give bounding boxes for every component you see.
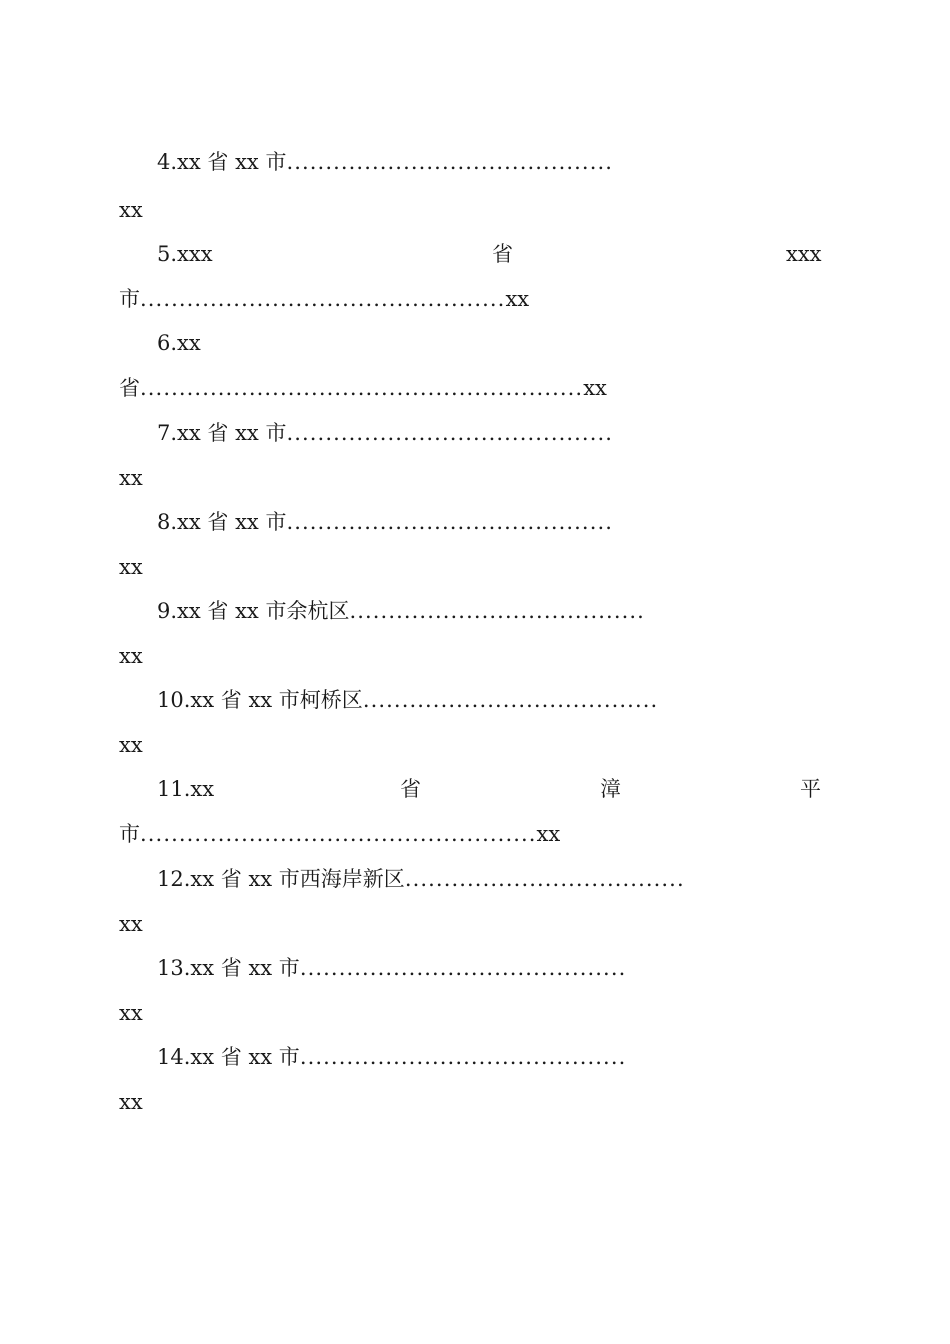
toc-entry-5-cont: [119, 287, 529, 311]
entry-text-part: 漳: [600, 777, 621, 801]
entry-text-part: xx: [190, 777, 215, 801]
entry-page-number: xx: [119, 644, 143, 668]
toc-entry-10: [157, 688, 658, 712]
entry-page-number: xx: [536, 822, 561, 846]
entry-text: xx 省 xx 市柯桥区: [190, 688, 363, 712]
entry-number: 13.: [157, 956, 191, 980]
entry-number: 8.: [157, 510, 178, 534]
entry-text: xx 省 xx 市: [177, 150, 287, 174]
toc-entry-9: [157, 599, 645, 623]
leader-dots: ...............................................: [140, 287, 506, 311]
entry-text-part: xxx: [786, 242, 822, 266]
toc-entry-11-cont: [119, 822, 560, 846]
leader-dots: ..........................................: [286, 150, 614, 174]
entry-number: 11.: [157, 777, 191, 801]
entry-page-number: xx: [119, 912, 143, 936]
leader-dots: ....................................: [404, 867, 685, 891]
toc-entry-5: [157, 242, 213, 266]
entry-text-part: xx: [177, 331, 201, 355]
entry-text-part: 省: [400, 777, 421, 801]
toc-entry-8: [157, 510, 613, 534]
entry-number: 12.: [157, 867, 191, 891]
entry-number: 5.: [157, 242, 178, 266]
entry-page-number: xx: [505, 287, 530, 311]
leader-dots: ..........................................: [299, 1045, 627, 1069]
entry-page-number: xx: [119, 1090, 143, 1114]
entry-number: 6.: [157, 331, 178, 355]
leader-dots: ...................................................: [140, 822, 537, 846]
leader-dots: ......................................: [349, 599, 645, 623]
toc-entry-12: [157, 867, 685, 891]
entry-text-part: 平: [800, 777, 821, 801]
entry-number: 10.: [157, 688, 191, 712]
toc-entry-13: [157, 956, 626, 980]
entry-text: xx 省 xx 市: [190, 1045, 300, 1069]
entry-page-number: xx: [583, 376, 607, 400]
entry-text-part: 市: [119, 287, 140, 311]
toc-entry-7: [157, 421, 613, 445]
toc-entry-4: [157, 150, 613, 174]
entry-text: xx 省 xx 市: [177, 510, 287, 534]
entry-text-part: 省: [492, 242, 513, 266]
toc-entry-6-cont: [119, 376, 607, 400]
entry-text: xx 省 xx 市西海岸新区: [190, 867, 405, 891]
entry-text: xx 省 xx 市: [190, 956, 300, 980]
entry-number: 7.: [157, 421, 178, 445]
toc-entry-11: [157, 777, 214, 801]
leader-dots: ..........................................: [286, 510, 614, 534]
entry-page-number: xx: [119, 198, 143, 222]
entry-text-part: xxx: [177, 242, 213, 266]
toc-entry-14: [157, 1045, 626, 1069]
entry-number: 9.: [157, 599, 178, 623]
entry-page-number: xx: [119, 1001, 143, 1025]
entry-text-part: 省: [119, 376, 140, 400]
entry-text: xx 省 xx 市: [177, 421, 287, 445]
entry-text-part: 市: [119, 822, 140, 846]
entry-page-number: xx: [119, 733, 143, 757]
leader-dots: ......................................: [362, 688, 659, 712]
leader-dots: ..........................................: [286, 421, 614, 445]
entry-number: 4.: [157, 150, 178, 174]
entry-text: xx 省 xx 市余杭区: [177, 599, 350, 623]
entry-page-number: xx: [119, 555, 143, 579]
entry-page-number: xx: [119, 466, 143, 490]
entry-number: 14.: [157, 1045, 191, 1069]
leader-dots: ..........................................: [299, 956, 627, 980]
toc-entry-6: [157, 331, 201, 355]
leader-dots: .........................................................: [140, 376, 584, 400]
